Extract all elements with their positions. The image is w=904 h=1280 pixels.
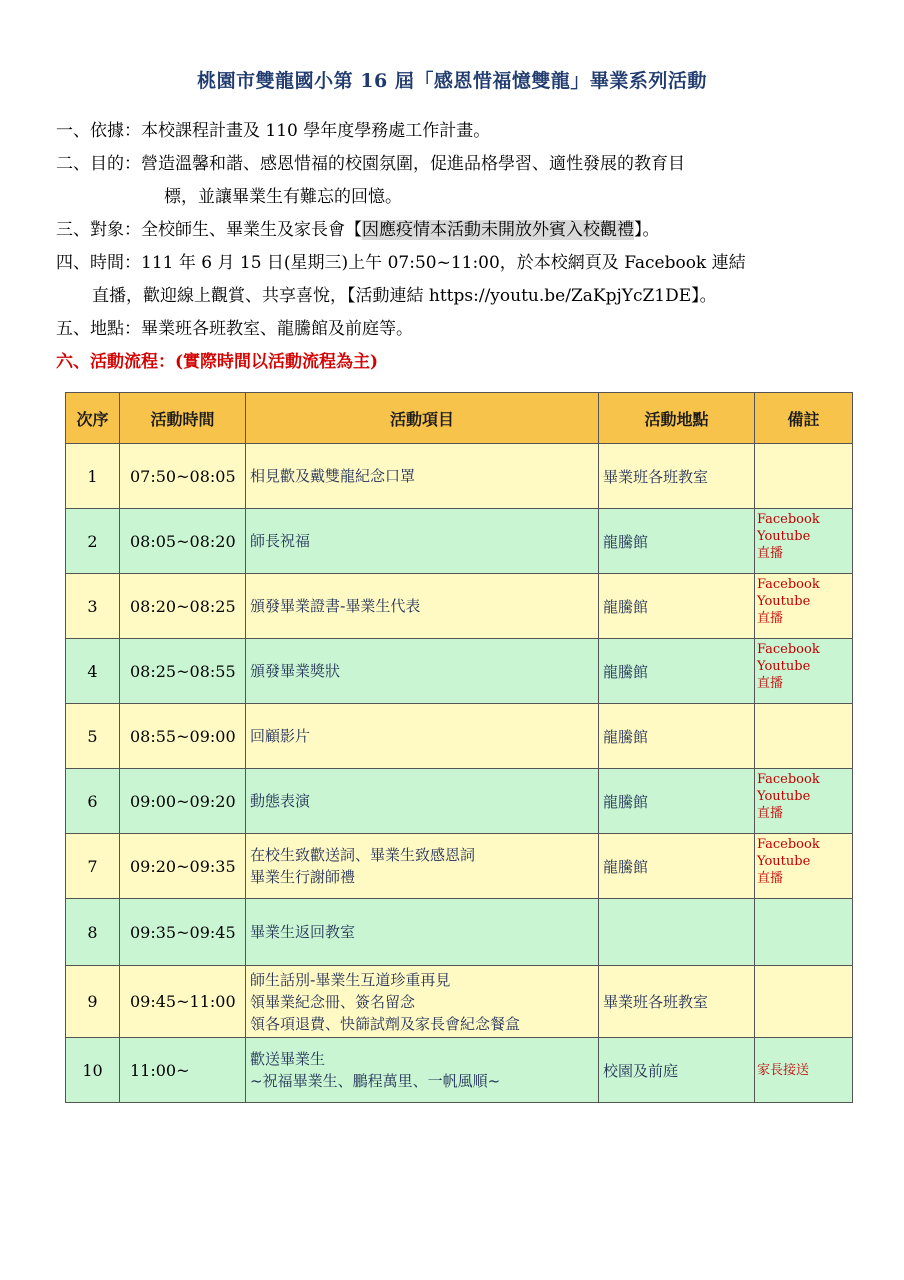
section-location: 五、地點：畢業班各班教室、龍騰館及前庭等。 — [56, 319, 413, 339]
row-note: Facebook Youtube 直播 — [755, 769, 853, 834]
row-number: 5 — [66, 704, 120, 769]
row-item: 相見歡及戴雙龍紀念口罩 — [246, 444, 599, 509]
header-time: 活動時間 — [120, 393, 246, 444]
table-row — [66, 704, 853, 769]
table-row — [66, 574, 853, 639]
row-location: 龍騰館 — [599, 509, 755, 574]
row-location: 畢業班各班教室 — [599, 444, 755, 509]
row-time: 08:20~08:25 — [120, 574, 246, 639]
row-time: 11:00~ — [120, 1038, 246, 1103]
row-note: Facebook Youtube 直播 — [755, 509, 853, 574]
row-item: 歡送畢業生 ~祝福畢業生、鵬程萬里、一帆風順~ — [246, 1038, 599, 1103]
row-time: 07:50~08:05 — [120, 444, 246, 509]
row-item: 動態表演 — [246, 769, 599, 834]
row-time: 09:20~09:35 — [120, 834, 246, 899]
row-item: 畢業生返回教室 — [246, 899, 599, 966]
row-note — [755, 899, 853, 966]
row-time: 08:55~09:00 — [120, 704, 246, 769]
epidemic-notice: 因應疫情本活動未開放外賓入校觀禮 — [362, 220, 634, 240]
table-row — [66, 966, 853, 1038]
section-audience-end: 】。 — [634, 220, 660, 240]
row-item: 師生話別-畢業生互道珍重再見 領畢業紀念冊、簽名留念 領各項退費、快篩試劑及家長會紀念餐盒 — [246, 966, 599, 1038]
row-note: Facebook Youtube 直播 — [755, 639, 853, 704]
row-location — [599, 899, 755, 966]
row-item: 頒發畢業獎狀 — [246, 639, 599, 704]
row-note — [755, 444, 853, 509]
section-schedule-heading: 六、活動流程：(實際時間以活動流程為主) — [56, 352, 379, 372]
row-item: 回顧影片 — [246, 704, 599, 769]
header-note: 備註 — [755, 393, 853, 444]
row-number: 3 — [66, 574, 120, 639]
row-number: 2 — [66, 509, 120, 574]
section-basis: 一、依據：本校課程計畫及 110 學年度學務處工作計畫。 — [56, 121, 491, 141]
section-time-cont: 直播，歡迎線上觀賞、共享喜悅，【活動連結 https://youtu.be/ZaKpjYcZ1DE】。 — [92, 286, 717, 306]
row-number: 1 — [66, 444, 120, 509]
table-row — [66, 444, 853, 509]
row-number: 9 — [66, 966, 120, 1038]
table-row — [66, 639, 853, 704]
row-note — [755, 704, 853, 769]
row-time: 09:00~09:20 — [120, 769, 246, 834]
row-number: 7 — [66, 834, 120, 899]
row-location: 龍騰館 — [599, 769, 755, 834]
header-location: 活動地點 — [599, 393, 755, 444]
page-title: 桃園市雙龍國小第 16 屆「感恩惜福憶雙龍」畢業系列活動 — [197, 70, 707, 92]
section-purpose: 二、目的：營造溫馨和諧、感恩惜福的校園氛圍，促進品格學習、適性發展的教育目 — [56, 154, 685, 174]
schedule-table — [65, 392, 853, 1103]
section-time: 四、時間：111 年 6 月 15 日(星期三)上午 07:50~11:00，於本校網頁及 Facebook 連結 — [56, 253, 746, 273]
row-location: 龍騰館 — [599, 704, 755, 769]
section-purpose-cont: 標，並讓畢業生有難忘的回憶。 — [164, 187, 402, 207]
row-time: 08:25~08:55 — [120, 639, 246, 704]
header-order: 次序 — [66, 393, 120, 444]
row-item: 在校生致歡送詞、畢業生致感恩詞 畢業生行謝師禮 — [246, 834, 599, 899]
row-number: 4 — [66, 639, 120, 704]
row-number: 6 — [66, 769, 120, 834]
row-location: 龍騰館 — [599, 574, 755, 639]
row-note: Facebook Youtube 直播 — [755, 834, 853, 899]
section-audience — [56, 219, 660, 241]
table-row — [66, 1038, 853, 1103]
row-location: 校園及前庭 — [599, 1038, 755, 1103]
row-time: 08:05~08:20 — [120, 509, 246, 574]
row-item: 頒發畢業證書-畢業生代表 — [246, 574, 599, 639]
row-time: 09:45~11:00 — [120, 966, 246, 1038]
row-number: 8 — [66, 899, 120, 966]
table-row — [66, 899, 853, 966]
row-note: Facebook Youtube 直播 — [755, 574, 853, 639]
row-note: 家長接送 — [755, 1038, 853, 1103]
table-row — [66, 509, 853, 574]
row-item: 師長祝福 — [246, 509, 599, 574]
row-time: 09:35~09:45 — [120, 899, 246, 966]
row-location: 畢業班各班教室 — [599, 966, 755, 1038]
header-item: 活動項目 — [246, 393, 599, 444]
section-audience-text: 三、對象：全校師生、畢業生及家長會【 — [56, 220, 362, 240]
row-location: 龍騰館 — [599, 834, 755, 899]
row-number: 10 — [66, 1038, 120, 1103]
row-note — [755, 966, 853, 1038]
table-header-row — [66, 393, 853, 444]
table-row — [66, 834, 853, 899]
row-location: 龍騰館 — [599, 639, 755, 704]
table-row — [66, 769, 853, 834]
